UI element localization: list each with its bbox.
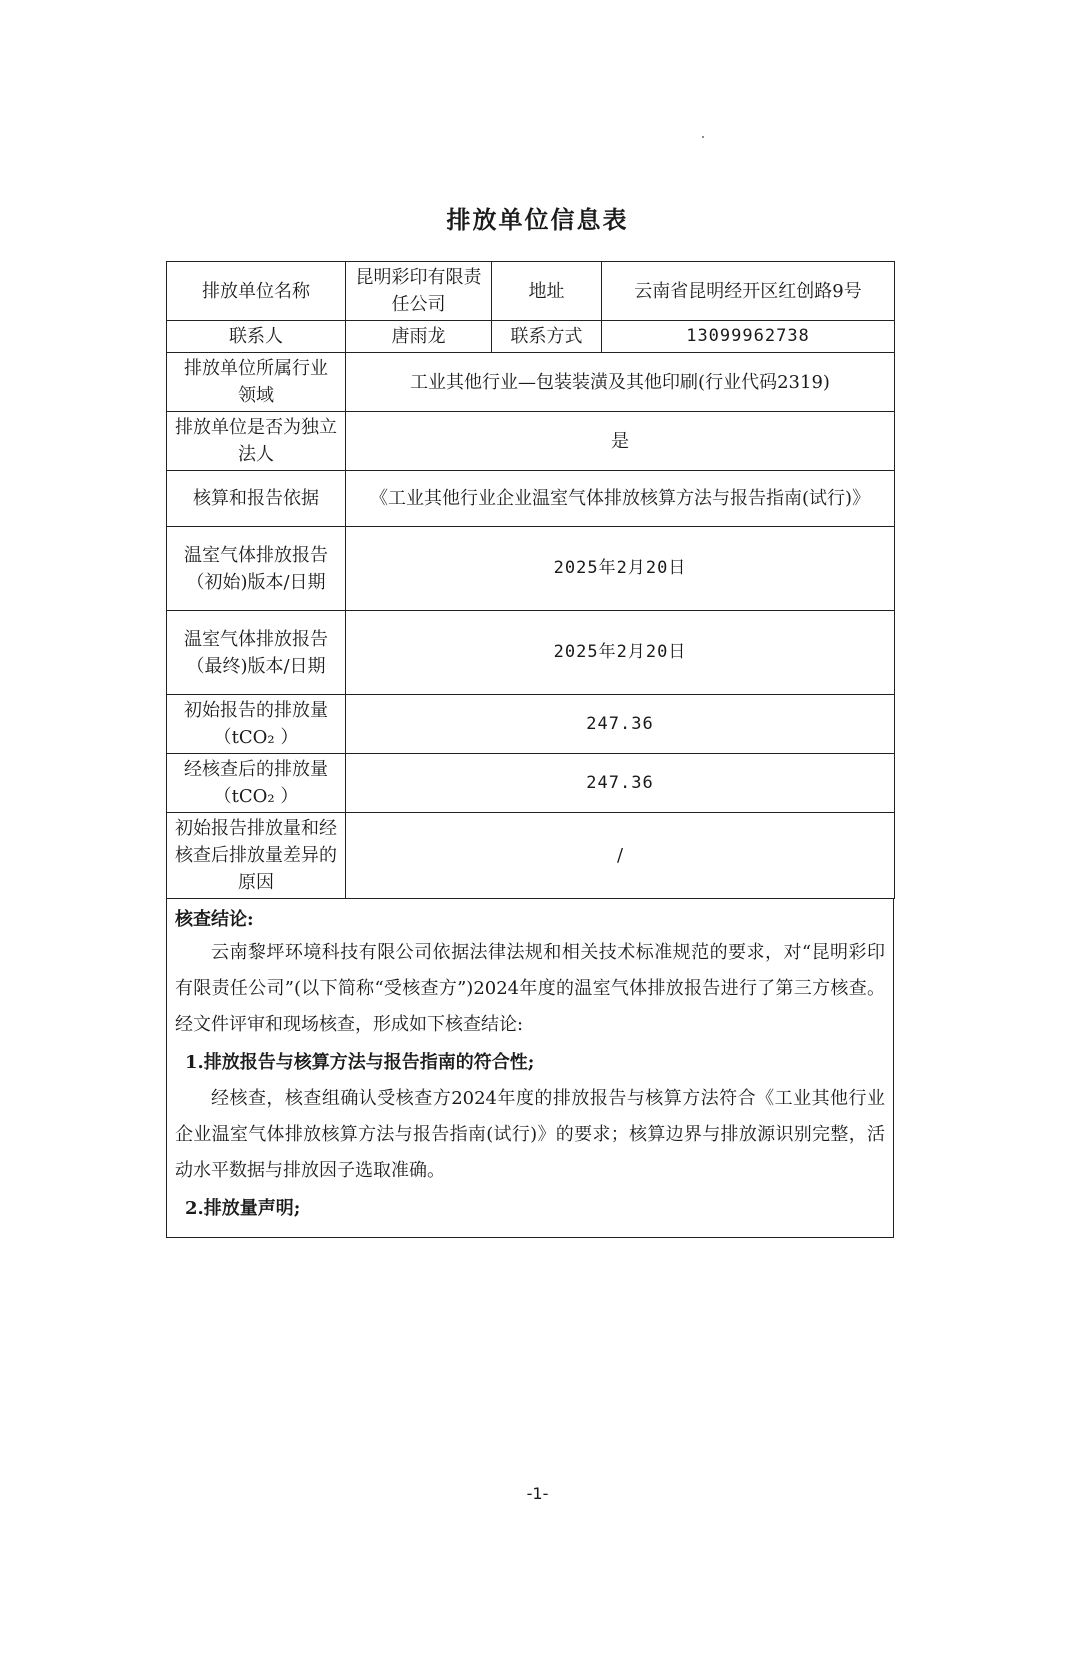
table-row: [167, 527, 895, 611]
legal-entity-label: 排放单位是否为独立法人: [167, 412, 346, 471]
page-title: 排放单位信息表: [446, 205, 629, 234]
initial-emission-value: 247.36: [346, 695, 895, 754]
section2-heading: 2.排放量声明;: [185, 1198, 301, 1219]
table-row: [167, 813, 895, 899]
verified-emission-value: 247.36: [346, 754, 895, 813]
contact-method-label: 联系方式: [492, 321, 602, 353]
address-label: 地址: [492, 262, 602, 321]
difference-reason-label: 初始报告排放量和经核查后排放量差异的原因: [167, 813, 346, 899]
scan-speck: [702, 136, 704, 138]
basis-label: 核算和报告依据: [167, 471, 346, 527]
unit-name-label: 排放单位名称: [167, 262, 346, 321]
table-row: [167, 754, 895, 813]
info-sheet: [166, 261, 894, 1238]
table-row: [167, 695, 895, 754]
conclusion-intro: 云南黎坪环境科技有限公司依据法律法规和相关技术标准规范的要求，对“昆明彩印有限责任公司”(以下简称“受核查方”)2024年度的温室气体排放报告进行了第三方核查。经文件评审和现场核查，形成如下核查结论:: [175, 942, 885, 1035]
basis-value: 《工业其他行业企业温室气体排放核算方法与报告指南(试行)》: [346, 471, 895, 527]
industry-label: 排放单位所属行业 领域: [167, 353, 346, 412]
table-row: [167, 611, 895, 695]
contact-person-label: 联系人: [167, 321, 346, 353]
section1-body: 经核查，核查组确认受核查方2024年度的排放报告与核算方法符合《工业其他行业企业温室气体排放核算方法与报告指南(试行)》的要求；核算边界与排放源识别完整，活动水平数据与排放因子选取准确。: [175, 1088, 885, 1181]
section1-heading: 1.排放报告与核算方法与报告指南的符合性;: [185, 1052, 535, 1073]
table-row: [167, 262, 895, 321]
initial-report-version-value: 2025年2月20日: [346, 527, 895, 611]
difference-reason-value: /: [346, 813, 895, 899]
initial-emission-label: 初始报告的排放量（tCO₂ ）: [167, 695, 346, 754]
info-table: [166, 261, 895, 899]
legal-entity-value: 是: [346, 412, 895, 471]
industry-value: 工业其他行业—包装装潢及其他印刷(行业代码2319): [346, 353, 895, 412]
conclusion-section: [166, 899, 894, 1238]
table-row: [167, 321, 895, 353]
initial-report-version-label: 温室气体排放报告（初始)版本/日期: [167, 527, 346, 611]
verified-emission-label: 经核查后的排放量（tCO₂ ）: [167, 754, 346, 813]
final-report-version-value: 2025年2月20日: [346, 611, 895, 695]
table-row: [167, 471, 895, 527]
table-row: [167, 412, 895, 471]
table-row: [167, 353, 895, 412]
unit-name-value: 昆明彩印有限责任公司: [346, 262, 492, 321]
final-report-version-label: 温室气体排放报告（最终)版本/日期: [167, 611, 346, 695]
contact-person-value: 唐雨龙: [346, 321, 492, 353]
page-number: -1-: [526, 1484, 549, 1503]
address-value: 云南省昆明经开区红创路9号: [602, 262, 895, 321]
conclusion-heading: 核查结论:: [175, 909, 254, 930]
contact-method-value: 13099962738: [602, 321, 895, 353]
